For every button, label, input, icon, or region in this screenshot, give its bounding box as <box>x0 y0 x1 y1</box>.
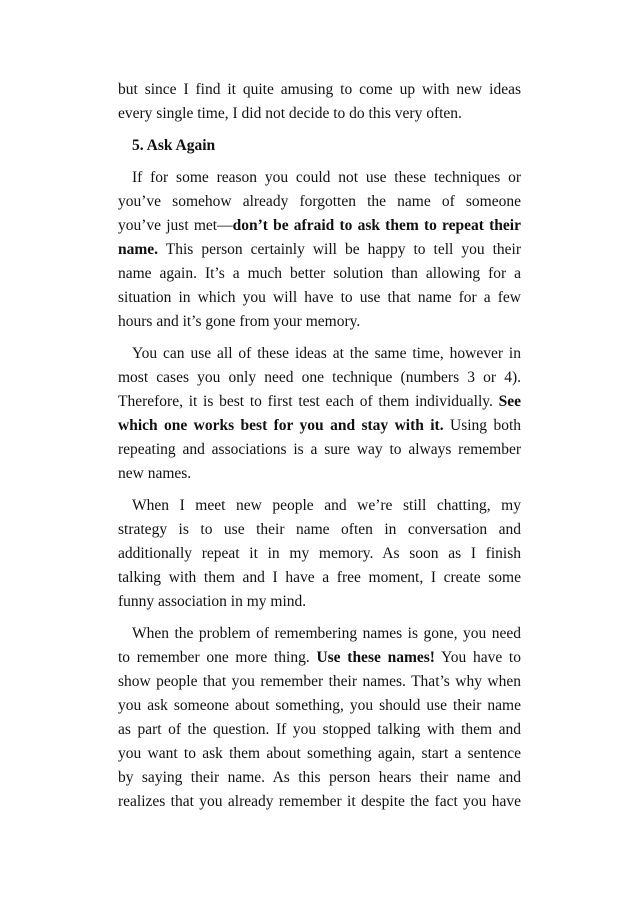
text: When the problem of remembering names is gone, you need <box>132 625 521 642</box>
text: you’ve somehow already forgotten the name of someone <box>118 193 521 210</box>
text-line <box>118 742 521 766</box>
text-line <box>118 310 521 334</box>
text-line <box>118 286 521 310</box>
text: You can use all of these ideas at the same time, however in <box>132 345 521 362</box>
text: as part of the question. If you stopped talking with them and <box>118 721 521 738</box>
text-line <box>118 190 521 214</box>
text: to remember one more thing. <box>118 649 317 666</box>
text: by saying their name. As this person hears their name and <box>118 769 521 786</box>
text-line <box>118 390 521 414</box>
paragraph <box>118 622 521 814</box>
text: This person certainly will be happy to tell you their <box>158 241 521 258</box>
bold-text: don’t be afraid to ask them to repeat their <box>232 217 521 234</box>
text-line <box>118 622 521 646</box>
text: talking with them and I have a free moment, I create some <box>118 569 521 586</box>
text-line <box>118 78 521 102</box>
text-line <box>118 766 521 790</box>
text: funny association in my mind. <box>118 593 307 610</box>
text: strategy is to use their name often in conversation and <box>118 521 521 538</box>
text-line <box>118 542 521 566</box>
text: Using both <box>443 417 522 434</box>
bold-text: See <box>498 393 521 410</box>
text-line <box>118 646 521 670</box>
text: If for some reason you could not use these techniques or <box>132 169 521 186</box>
text-line <box>118 670 521 694</box>
bold-text: 5. Ask Again <box>132 137 216 154</box>
text-line <box>118 718 521 742</box>
text-line <box>118 366 521 390</box>
text: you ask someone about something, you should use their name <box>118 697 521 714</box>
text: When I meet new people and we’re still chatting, my <box>132 497 521 514</box>
text: hours and it’s gone from your memory. <box>118 313 361 330</box>
text: you’ve just met— <box>118 217 233 234</box>
section-heading <box>118 134 521 158</box>
bold-text: which one works best for you and stay with it. <box>118 417 444 434</box>
text: but since I find it quite amusing to come up with new ideas <box>118 81 521 98</box>
paragraph <box>118 342 521 486</box>
text: additionally repeat it in my memory. As soon as I finish <box>118 545 521 562</box>
paragraph <box>118 166 521 334</box>
paragraph <box>118 494 521 614</box>
bold-text: name. <box>118 241 159 258</box>
paragraph <box>118 78 521 126</box>
text-line <box>118 414 521 438</box>
text-line <box>118 790 521 814</box>
text-line <box>118 590 521 614</box>
text: every single time, I did not decide to do this very often. <box>118 105 462 122</box>
text-line <box>118 342 521 366</box>
text: repeating and associations is a sure way to always remember <box>118 441 521 458</box>
text-line <box>118 262 521 286</box>
text: Therefore, it is best to first test each of them individually. <box>118 393 499 410</box>
text-line <box>118 566 521 590</box>
text-line <box>118 238 521 262</box>
text-line <box>118 214 521 238</box>
text: new names. <box>118 465 192 482</box>
text: situation in which you will have to use that name for a few <box>118 289 521 306</box>
text-line <box>118 462 521 486</box>
text: show people that you remember their names. That’s why when <box>118 673 521 690</box>
text-line <box>118 166 521 190</box>
text: You have to <box>434 649 521 666</box>
text-line <box>118 494 521 518</box>
text-line <box>118 102 521 126</box>
text-line <box>118 438 521 462</box>
text-line <box>118 518 521 542</box>
text-line <box>118 134 521 158</box>
bold-text: Use these names! <box>316 649 435 666</box>
text: realizes that you already remember it despite the fact you have <box>118 793 521 810</box>
text: you want to ask them about something again, start a sentence <box>118 745 521 762</box>
text: name again. It’s a much better solution than allowing for a <box>118 265 521 282</box>
text: most cases you only need one technique (numbers 3 or 4). <box>118 369 521 386</box>
document-page <box>118 78 521 814</box>
text-line <box>118 694 521 718</box>
